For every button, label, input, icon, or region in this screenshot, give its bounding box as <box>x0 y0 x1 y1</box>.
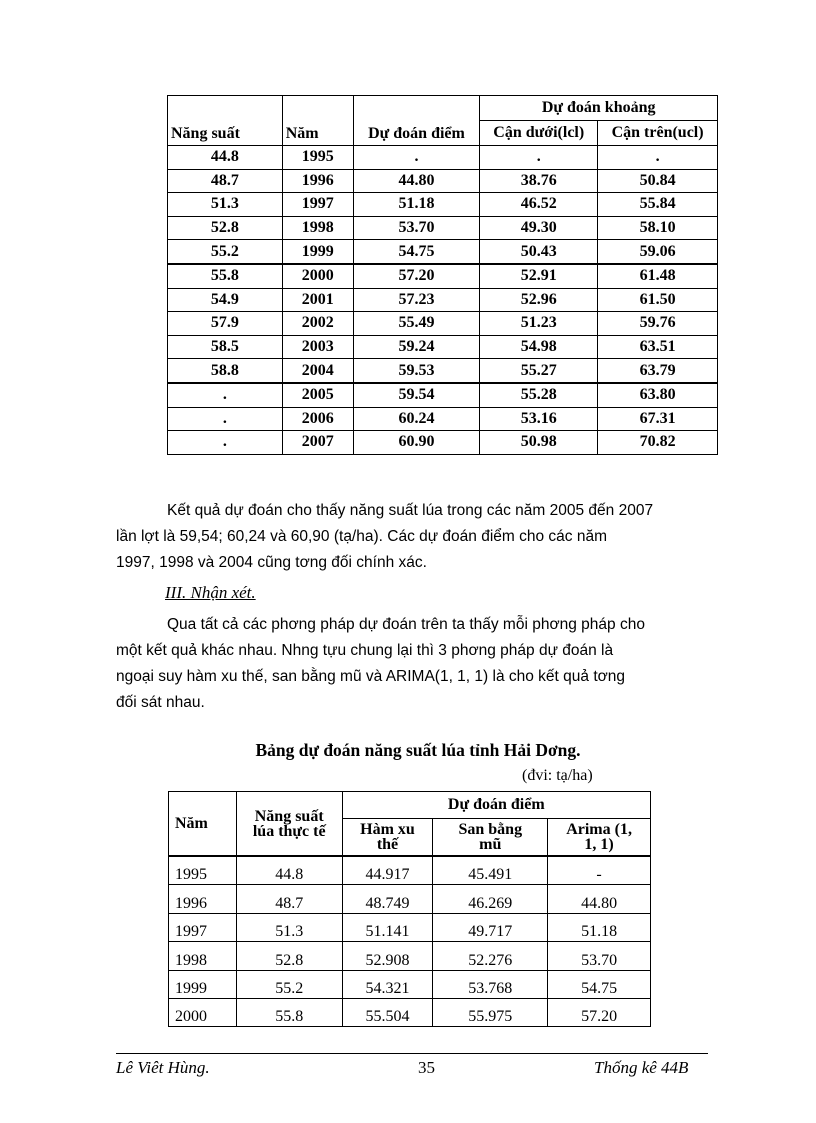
table-cell: 2000 <box>282 264 353 288</box>
table-cell: 2005 <box>282 383 353 407</box>
table-row <box>168 264 718 288</box>
footer-author: Lê Viêt Hùng. <box>116 1058 210 1077</box>
table-row <box>169 885 651 913</box>
table-cell: 45.491 <box>433 856 548 885</box>
table-cell: 46.269 <box>433 885 548 913</box>
table-cell: 51.3 <box>168 193 283 217</box>
table-cell: 58.5 <box>168 335 283 359</box>
table-cell: 50.43 <box>480 240 598 264</box>
table-cell: 1997 <box>169 913 237 941</box>
table-cell: 48.749 <box>342 885 433 913</box>
table-cell: 70.82 <box>598 431 718 455</box>
table1-col-header: Cận trên(ucl) <box>598 121 718 146</box>
table-row <box>168 240 718 264</box>
paragraph-line: một kết quả khác nhau. Nhng tựu chung lại thì 3 phơng pháp dự đoán là <box>116 642 614 659</box>
table-cell: . <box>598 146 718 170</box>
table-cell: 59.06 <box>598 240 718 264</box>
table-row <box>169 856 651 885</box>
table-cell: 63.79 <box>598 359 718 383</box>
table-row <box>168 312 718 336</box>
table-cell: 55.28 <box>480 383 598 407</box>
table2-col-header: Hàm xu thế <box>342 819 433 857</box>
table-cell: 2000 <box>169 998 237 1026</box>
table-cell: 53.768 <box>433 970 548 998</box>
table-cell: 52.908 <box>342 942 433 970</box>
table-cell: 51.18 <box>548 913 651 941</box>
yield-forecast-table <box>168 791 651 1027</box>
table-cell: - <box>548 856 651 885</box>
table2-col-header: Arima (1, 1, 1) <box>548 819 651 857</box>
table-cell: 48.7 <box>236 885 342 913</box>
table-row <box>168 193 718 217</box>
table-cell: 1998 <box>169 942 237 970</box>
table-cell: 55.8 <box>236 998 342 1026</box>
table1-col-header: Năng suất <box>168 96 283 146</box>
table-cell: 54.9 <box>168 288 283 312</box>
table1-header-row-1 <box>168 96 718 121</box>
table-cell: 1996 <box>169 885 237 913</box>
table-cell: 55.8 <box>168 264 283 288</box>
table-row <box>168 359 718 383</box>
footer-class: Thống kê 44B <box>594 1058 689 1077</box>
table-cell: 55.49 <box>353 312 480 336</box>
table-row <box>168 335 718 359</box>
table-row <box>168 407 718 431</box>
table-row <box>168 169 718 193</box>
table-cell: . <box>480 146 598 170</box>
table2-col-header: San bằng mũ <box>433 819 548 857</box>
table-cell: 2007 <box>282 431 353 455</box>
table-row <box>169 970 651 998</box>
table-cell: 54.98 <box>480 335 598 359</box>
table-cell: 50.84 <box>598 169 718 193</box>
table-cell: 1999 <box>169 970 237 998</box>
table1-col-header: Năm <box>282 96 353 146</box>
table-cell: 2004 <box>282 359 353 383</box>
table-cell: 54.75 <box>353 240 480 264</box>
result-paragraph <box>116 498 720 576</box>
table-cell: 44.80 <box>353 169 480 193</box>
paragraph-line: lần lợt là 59,54; 60,24 và 60,90 (tạ/ha). Các dự đoán điểm cho các năm <box>116 528 607 545</box>
table-cell: . <box>168 407 283 431</box>
table-cell: 61.48 <box>598 264 718 288</box>
page-number: 35 <box>418 1058 435 1077</box>
table-cell: 53.16 <box>480 407 598 431</box>
table-cell: 55.27 <box>480 359 598 383</box>
table-cell: 52.8 <box>236 942 342 970</box>
paragraph-line: Kết quả dự đoán cho thấy năng suất lúa trong các năm 2005 đến 2007 <box>167 502 654 519</box>
table-cell: 46.52 <box>480 193 598 217</box>
remarks-paragraph <box>116 612 720 716</box>
table-cell: 44.8 <box>168 146 283 170</box>
table-cell: 57.20 <box>548 998 651 1026</box>
table1-group-header: Dự đoán khoảng <box>480 96 718 121</box>
table-cell: 50.98 <box>480 431 598 455</box>
table-cell: . <box>353 146 480 170</box>
table-cell: 1999 <box>282 240 353 264</box>
table-cell: 58.10 <box>598 216 718 240</box>
table-row <box>169 913 651 941</box>
table-cell: 52.96 <box>480 288 598 312</box>
table-cell: 44.8 <box>236 856 342 885</box>
table-row <box>169 942 651 970</box>
table2-unit: (đvi: tạ/ha) <box>522 767 593 784</box>
section-heading: III. Nhận xét. <box>165 583 256 602</box>
table-cell: . <box>168 383 283 407</box>
table-cell: 2001 <box>282 288 353 312</box>
table-cell: 44.80 <box>548 885 651 913</box>
paragraph-line: đối sát nhau. <box>116 694 205 711</box>
table-cell: 52.91 <box>480 264 598 288</box>
table-cell: 49.30 <box>480 216 598 240</box>
table2-group-header: Dự đoán điểm <box>342 792 650 819</box>
footer-divider <box>116 1053 708 1054</box>
table-cell: 49.717 <box>433 913 548 941</box>
table-cell: 55.975 <box>433 998 548 1026</box>
paragraph-line: ngoại suy hàm xu thế, san bằng mũ và ARIMA(1, 1, 1) là cho kết quả tơng <box>116 668 626 685</box>
table-cell: 2003 <box>282 335 353 359</box>
table-cell: 54.321 <box>342 970 433 998</box>
table-row <box>168 288 718 312</box>
table-cell: 55.504 <box>342 998 433 1026</box>
table1-col-header: Cận dưới(lcl) <box>480 121 598 146</box>
table-cell: 51.23 <box>480 312 598 336</box>
table-cell: 1997 <box>282 193 353 217</box>
table-cell: 59.24 <box>353 335 480 359</box>
table-cell: 59.54 <box>353 383 480 407</box>
table-cell: 55.2 <box>168 240 283 264</box>
table-cell: 51.3 <box>236 913 342 941</box>
table-row <box>168 383 718 407</box>
table-cell: 63.80 <box>598 383 718 407</box>
table-cell: 2006 <box>282 407 353 431</box>
table-cell: 51.18 <box>353 193 480 217</box>
table-cell: 38.76 <box>480 169 598 193</box>
table-cell: 1996 <box>282 169 353 193</box>
table-cell: 44.917 <box>342 856 433 885</box>
table2-col-header: Năng suất lúa thực tế <box>236 792 342 857</box>
table-cell: 53.70 <box>353 216 480 240</box>
table-cell: 2002 <box>282 312 353 336</box>
table1-col-header: Dự đoán điểm <box>353 96 480 146</box>
table-cell: 51.141 <box>342 913 433 941</box>
table-cell: 59.76 <box>598 312 718 336</box>
table-cell: 48.7 <box>168 169 283 193</box>
table-row <box>169 998 651 1026</box>
table-cell: 52.8 <box>168 216 283 240</box>
table2-header-row-1 <box>169 792 651 819</box>
table-cell: 55.2 <box>236 970 342 998</box>
table-cell: 61.50 <box>598 288 718 312</box>
table-cell: 57.9 <box>168 312 283 336</box>
table-cell: 63.51 <box>598 335 718 359</box>
table-cell: 59.53 <box>353 359 480 383</box>
table-cell: 1995 <box>169 856 237 885</box>
paragraph-line: 1997, 1998 và 2004 cũng tơng đối chính xác. <box>116 554 427 571</box>
table-cell: 57.20 <box>353 264 480 288</box>
table-cell: 55.84 <box>598 193 718 217</box>
table-cell: 67.31 <box>598 407 718 431</box>
table-cell: 57.23 <box>353 288 480 312</box>
table-cell: 1998 <box>282 216 353 240</box>
table-cell: 52.276 <box>433 942 548 970</box>
table-cell: 60.90 <box>353 431 480 455</box>
table-cell: 58.8 <box>168 359 283 383</box>
table-cell: 1995 <box>282 146 353 170</box>
forecast-interval-table <box>167 95 718 455</box>
paragraph-line: Qua tất cả các phơng pháp dự đoán trên ta thấy mỗi phơng pháp cho <box>167 616 645 633</box>
table2-title: Bảng dự đoán năng suất lúa tỉnh Hải Dơng. <box>255 740 581 760</box>
table-row <box>168 146 718 170</box>
table2-col-header: Năm <box>169 792 237 857</box>
table-cell: 54.75 <box>548 970 651 998</box>
table-row <box>168 431 718 455</box>
table-cell: 60.24 <box>353 407 480 431</box>
table-cell: . <box>168 431 283 455</box>
table-cell: 53.70 <box>548 942 651 970</box>
table-row <box>168 216 718 240</box>
